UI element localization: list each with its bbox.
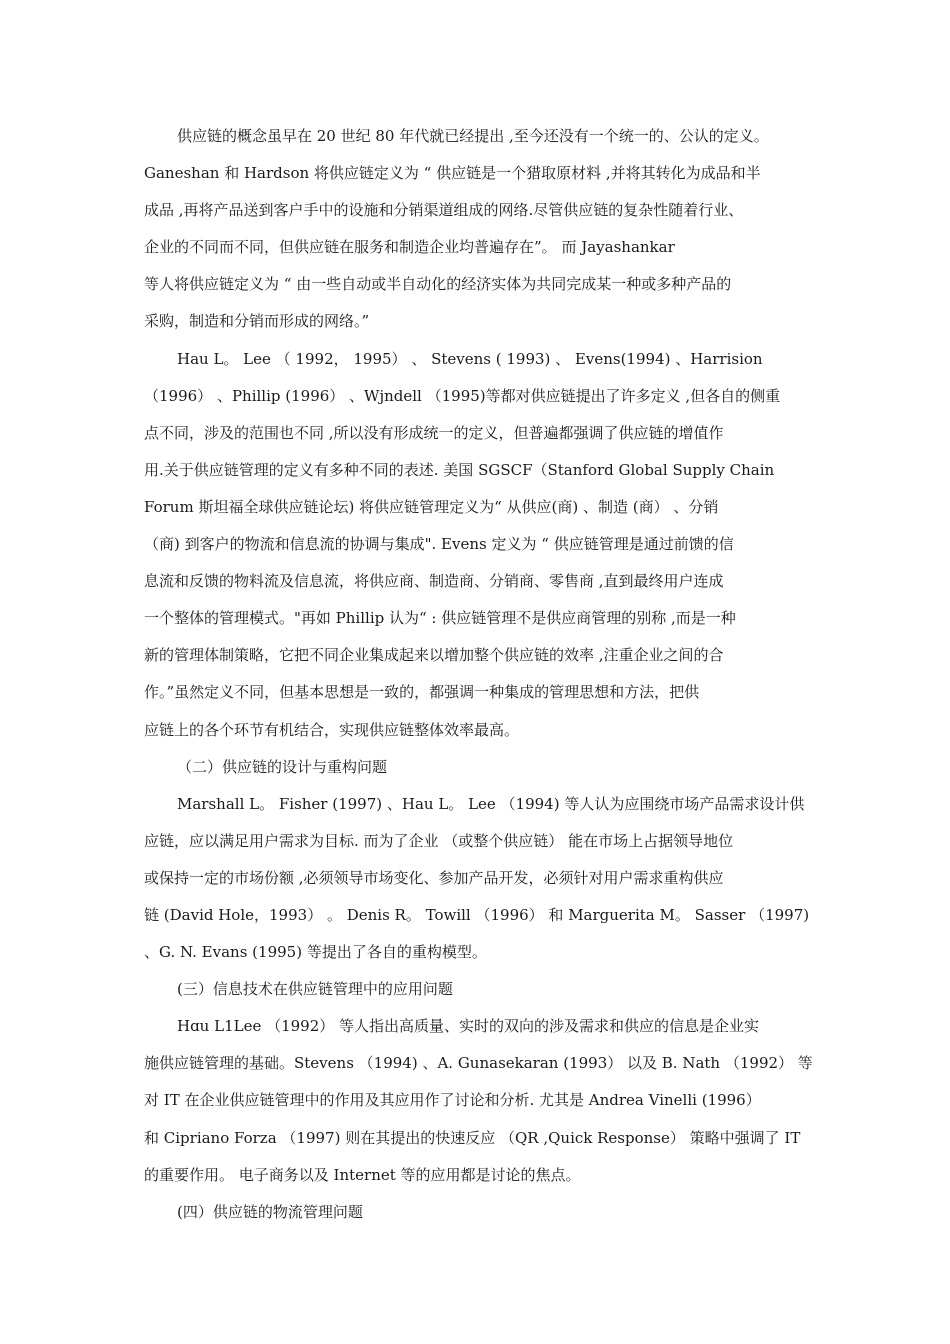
- text-line: 点不同，涉及的范围也不同 ,所以没有形成统一的定义，但普遍都强调了供应链的增值作: [144, 423, 724, 442]
- text-line: (三）信息技术在供应链管理中的应用问题: [177, 980, 453, 999]
- text-line: 作。”虽然定义不同，但基本思想是一致的，都强调一种集成的管理思想和方法，把供: [144, 683, 700, 702]
- text-line: 或保持一定的市场份额 ,必须领导市场变化、参加产品开发，必须针对用户需求重构供应: [144, 868, 724, 887]
- text-line: 应链，应以满足用户需求为目标. 而为了企业 （或整个供应链） 能在市场上占据领导地位: [144, 831, 734, 850]
- text-line: 息流和反馈的物料流及信息流，将供应商、制造商、分销商、零售商 ,直到最终用户连成: [144, 572, 724, 591]
- text-line: （二）供应链的设计与重构问题: [177, 757, 388, 776]
- text-line: 应链上的各个环节有机结合，实现供应链整体效率最高。: [144, 720, 520, 739]
- text-line: 、G. N. Evans (1995) 等提出了各自的重构模型。: [144, 943, 487, 962]
- text-line: Hɑu L1Lee （1992） 等人指出高质量、实时的双向的涉及需求和供应的信息是企业实: [177, 1017, 760, 1036]
- text-line: Marshall L。 Fisher (1997) 、Hau L。 Lee （1994) 等人认为应围绕市场产品需求设计供: [177, 794, 805, 813]
- text-line: 企业的不同而不同，但供应链在服务和制造企业均普遍存在”。 而 Jayashankar: [144, 238, 675, 257]
- text-line: 对 IT 在企业供应链管理中的作用及其应用作了讨论和分析. 尤其是 Andrea Vinelli (1996）: [144, 1091, 761, 1110]
- text-line: Forum 斯坦福全球供应链论坛) 将供应链管理定义为“ 从供应(商) 、制造 (商） 、分销: [144, 497, 719, 516]
- document-body: [144, 118, 820, 1231]
- text-line: (四）供应链的物流管理问题: [177, 1202, 363, 1221]
- text-line: 链 (David Hole，1993） 。 Denis R。 Towill （1996） 和 Marguerita M。 Sasser （1997): [144, 905, 810, 924]
- text-line: Ganeshan 和 Hardson 将供应链定义为 “ 供应链是一个猎取原材料 ,并将其转化为成品和半: [144, 164, 761, 183]
- text-line: 的重要作用。 电子商务以及 Internet 等的应用都是讨论的焦点。: [144, 1165, 581, 1184]
- text-line: （商) 到客户的物流和信息流的协调与集成". Evens 定义为 “ 供应链管理是通过前馈的信: [144, 535, 734, 554]
- text-line: 一个整体的管理模式。"再如 Phillip 认为“ : 供应链管理不是供应商管理的别称 ,而是一种: [144, 609, 736, 628]
- text-line: 施供应链管理的基础。Stevens （1994) 、A. Gunasekaran (1993） 以及 B. Nath （1992） 等: [144, 1054, 813, 1073]
- text-line: 和 Cipriano Forza （1997) 则在其提出的快速反应 （QR ,Quick Response） 策略中强调了 IT: [144, 1128, 801, 1147]
- text-line: 成品 ,再将产品送到客户手中的设施和分销渠道组成的网络.尽管供应链的复杂性随着行业、: [144, 201, 744, 220]
- text-line: 采购，制造和分销而形成的网络。”: [144, 312, 370, 331]
- text-line: （1996） 、Phillip (1996） 、Wjndell （1995)等都对供应链提出了许多定义 ,但各自的侧重: [144, 386, 781, 405]
- text-line: 供应链的概念虽早在 20 世纪 80 年代就已经提出 ,至今还没有一个统一的、公认的定义。: [177, 127, 769, 145]
- text-line: 用.关于供应链管理的定义有多种不同的表述. 美国 SGSCF（Stanford Global Supply Chain: [144, 460, 775, 479]
- text-line: Hau L。 Lee （ 1992， 1995） 、 Stevens ( 1993) 、 Evens(1994) 、Harrision: [177, 349, 763, 368]
- text-line: 新的管理体制策略，它把不同企业集成起来以增加整个供应链的效率 ,注重企业之间的合: [144, 646, 724, 665]
- text-line: 等人将供应链定义为 “ 由一些自动或半自动化的经济实体为共同完成某一种或多种产品的: [144, 275, 732, 294]
